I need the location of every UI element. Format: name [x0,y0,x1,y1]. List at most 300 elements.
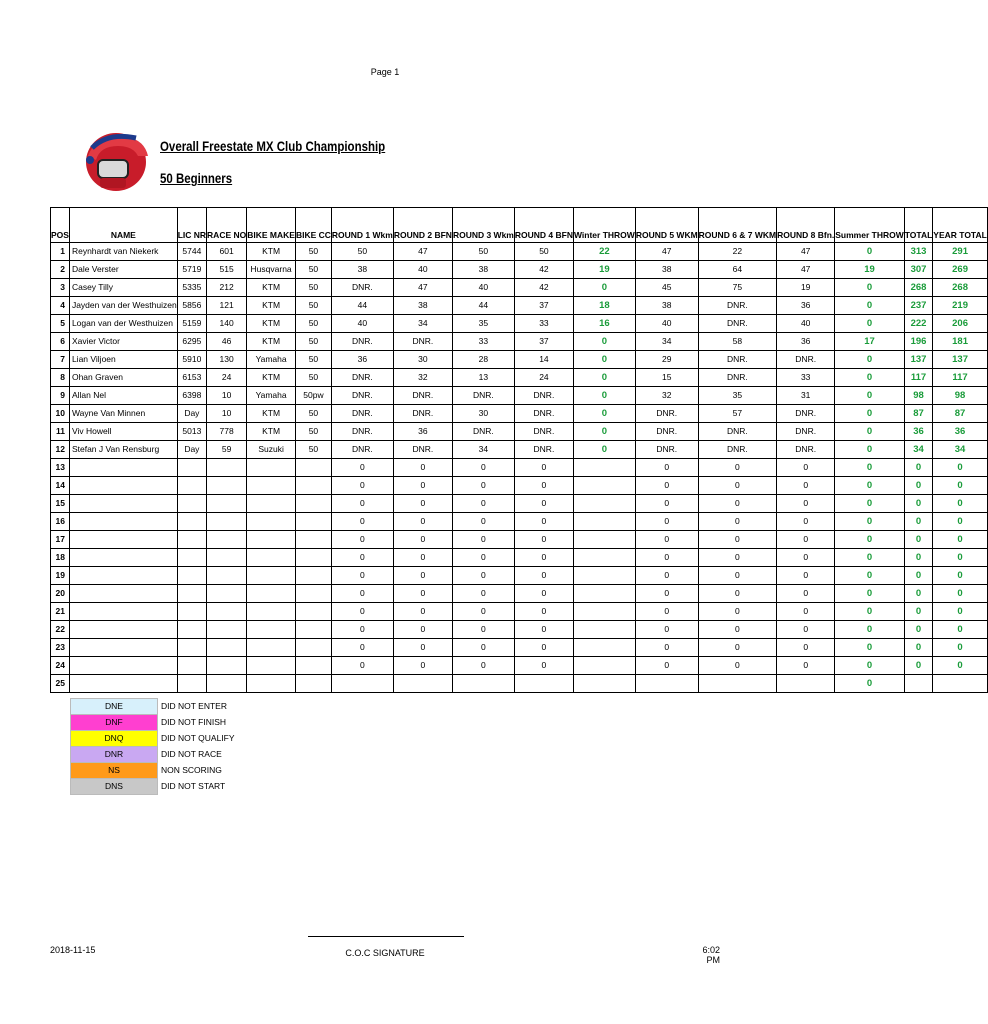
table-cell: 0 [393,567,452,585]
table-cell: 34 [904,441,933,459]
table-cell [247,459,296,477]
table-cell: 5856 [177,297,206,315]
table-cell: 0 [698,459,776,477]
table-cell: 0 [698,585,776,603]
table-cell: 50 [295,279,331,297]
results-table [50,207,988,693]
table-cell: 36 [777,297,835,315]
table-cell: 0 [514,603,573,621]
table-cell [247,513,296,531]
table-cell: 0 [635,621,698,639]
table-cell: 0 [698,531,776,549]
table-cell: 0 [698,549,776,567]
table-cell [295,603,331,621]
table-cell: 10 [207,405,247,423]
table-cell: 0 [635,513,698,531]
rider-name-cell: Jayden van der Westhuizen [69,297,177,315]
table-cell [573,495,635,513]
rider-name-cell: Lian Viljoen [69,351,177,369]
table-cell: 0 [933,513,988,531]
table-cell: 0 [835,369,904,387]
table-cell: 47 [777,261,835,279]
table-cell: 24 [207,369,247,387]
table-cell: KTM [247,279,296,297]
table-cell: 40 [393,261,452,279]
table-cell: 0 [452,639,514,657]
table-cell: 0 [933,531,988,549]
table-cell: 5719 [177,261,206,279]
table-cell [573,657,635,675]
table-cell [393,675,452,693]
table-cell: 34 [635,333,698,351]
position-cell: 22 [51,621,70,639]
table-cell: 0 [698,567,776,585]
column-header: BIKE MAKE [247,208,296,243]
table-cell: DNR. [698,369,776,387]
table-cell: DNR. [331,441,393,459]
position-cell: 13 [51,459,70,477]
table-cell [177,621,206,639]
table-cell: 5744 [177,243,206,261]
position-cell: 4 [51,297,70,315]
table-cell [207,477,247,495]
table-cell: 0 [933,621,988,639]
rider-name-cell [69,585,177,603]
table-row [51,603,988,621]
table-cell: 42 [514,279,573,297]
table-cell: DNR. [331,405,393,423]
position-cell: 7 [51,351,70,369]
table-cell: 0 [393,657,452,675]
table-cell: 117 [933,369,988,387]
table-cell [177,657,206,675]
table-cell: DNR. [393,387,452,405]
table-cell: 0 [331,621,393,639]
legend-description: DID NOT ENTER [161,701,227,711]
column-header: ROUND 5 WKM [635,208,698,243]
table-cell: 33 [514,315,573,333]
table-cell [207,603,247,621]
table-cell: 601 [207,243,247,261]
table-cell [573,639,635,657]
table-cell: 0 [904,639,933,657]
table-cell: 0 [835,657,904,675]
table-cell [247,549,296,567]
table-cell: 0 [933,639,988,657]
table-cell: 50pw [295,387,331,405]
table-row [51,441,988,459]
table-cell: 0 [835,315,904,333]
column-header: Summer THROW [835,208,904,243]
table-cell: 5013 [177,423,206,441]
table-cell: 268 [904,279,933,297]
table-cell: 0 [635,549,698,567]
table-cell: 0 [514,567,573,585]
table-cell: KTM [247,297,296,315]
table-row [51,531,988,549]
table-cell: 0 [573,387,635,405]
table-cell: 268 [933,279,988,297]
table-cell: DNR. [698,315,776,333]
table-row [51,387,988,405]
table-cell: 0 [835,459,904,477]
legend-item [71,763,282,779]
table-row [51,459,988,477]
table-row [51,423,988,441]
table-cell [331,675,393,693]
table-cell: 206 [933,315,988,333]
table-cell: 0 [933,567,988,585]
table-cell: DNR. [635,441,698,459]
position-cell: 23 [51,639,70,657]
table-cell [573,513,635,531]
table-cell: 0 [835,351,904,369]
table-cell: 0 [635,459,698,477]
table-cell: 0 [573,369,635,387]
signature-label: C.O.C SIGNATURE [345,948,425,958]
table-cell [207,459,247,477]
table-cell [247,531,296,549]
position-cell: 18 [51,549,70,567]
table-row [51,297,988,315]
table-cell: 0 [331,459,393,477]
position-cell: 21 [51,603,70,621]
table-cell [933,675,988,693]
table-cell: 50 [331,243,393,261]
column-header: BIKE CC [295,208,331,243]
table-cell: 5910 [177,351,206,369]
table-cell: DNR. [514,387,573,405]
legend-code: DNS [71,779,158,795]
table-cell: 0 [835,279,904,297]
table-cell: DNR. [514,405,573,423]
table-cell: 0 [904,567,933,585]
table-cell: DNR. [635,423,698,441]
position-cell: 1 [51,243,70,261]
table-cell: 13 [452,369,514,387]
table-cell: 36 [933,423,988,441]
table-cell [177,477,206,495]
table-cell [295,477,331,495]
table-cell: 0 [393,495,452,513]
table-cell: 87 [933,405,988,423]
table-cell: 0 [635,495,698,513]
rider-name-cell [69,657,177,675]
table-cell: 0 [835,441,904,459]
table-cell: 0 [514,495,573,513]
table-cell: 0 [904,513,933,531]
table-cell: 57 [698,405,776,423]
table-cell: 0 [393,585,452,603]
position-cell: 16 [51,513,70,531]
rider-name-cell: Viv Howell [69,423,177,441]
table-cell: 130 [207,351,247,369]
table-cell [177,459,206,477]
table-cell: 0 [573,333,635,351]
print-time: 6:02 PM [702,945,720,965]
table-cell: 0 [452,657,514,675]
table-cell: 0 [835,423,904,441]
table-cell [573,459,635,477]
table-cell [247,675,296,693]
table-cell: 0 [331,531,393,549]
table-cell [295,657,331,675]
position-cell: 9 [51,387,70,405]
table-cell: 0 [331,549,393,567]
table-cell: 0 [698,603,776,621]
table-cell [207,675,247,693]
table-cell: 47 [777,243,835,261]
table-cell: 0 [393,513,452,531]
table-cell: 36 [331,351,393,369]
table-cell: 121 [207,297,247,315]
table-cell: 0 [777,639,835,657]
table-cell: 0 [933,495,988,513]
table-cell: 0 [635,567,698,585]
table-cell: 0 [835,639,904,657]
table-row [51,639,988,657]
table-cell [573,549,635,567]
table-cell: DNR. [331,333,393,351]
column-header: POS [51,208,70,243]
table-cell: 0 [452,549,514,567]
table-cell: 38 [635,261,698,279]
header-row [51,208,988,243]
table-cell: 36 [904,423,933,441]
table-cell: 6398 [177,387,206,405]
table-cell: 6295 [177,333,206,351]
table-cell [295,549,331,567]
table-cell: 50 [295,243,331,261]
table-cell: 29 [635,351,698,369]
table-cell: 0 [393,639,452,657]
table-cell: 50 [295,405,331,423]
table-cell: 19 [777,279,835,297]
table-cell: 50 [295,315,331,333]
table-cell: 0 [452,531,514,549]
table-cell: 47 [393,279,452,297]
table-cell [177,549,206,567]
position-cell: 10 [51,405,70,423]
table-cell [777,675,835,693]
table-cell: 40 [635,315,698,333]
table-cell: 33 [452,333,514,351]
table-cell: DNR. [777,351,835,369]
column-header: ROUND 2 BFN [393,208,452,243]
table-cell: 0 [777,567,835,585]
table-cell [295,459,331,477]
table-cell: 0 [635,531,698,549]
position-cell: 3 [51,279,70,297]
table-cell: KTM [247,405,296,423]
table-cell: 0 [835,585,904,603]
table-cell: KTM [247,333,296,351]
table-row [51,351,988,369]
position-cell: 8 [51,369,70,387]
table-cell [573,531,635,549]
table-cell: 35 [452,315,514,333]
table-cell: DNR. [393,441,452,459]
rider-name-cell: Dale Verster [69,261,177,279]
table-cell: 0 [835,567,904,585]
table-cell [247,621,296,639]
table-cell: KTM [247,423,296,441]
table-cell: DNR. [777,423,835,441]
column-header: ROUND 3 Wkm [452,208,514,243]
table-row [51,315,988,333]
table-cell: 64 [698,261,776,279]
table-cell: 140 [207,315,247,333]
table-row [51,621,988,639]
table-cell: 0 [933,585,988,603]
legend-description: DID NOT START [161,781,226,791]
legend-description: DID NOT FINISH [161,717,227,727]
table-cell [247,603,296,621]
table-cell: 50 [295,423,331,441]
table-cell: 0 [514,477,573,495]
table-cell: 0 [904,495,933,513]
table-cell: 0 [514,459,573,477]
table-cell: 37 [514,297,573,315]
rider-name-cell: Casey Tilly [69,279,177,297]
table-cell: 38 [393,297,452,315]
table-cell [247,495,296,513]
table-cell: 269 [933,261,988,279]
table-row [51,657,988,675]
table-cell [207,549,247,567]
table-cell: 219 [933,297,988,315]
column-header: YEAR TOTAL [933,208,988,243]
table-cell [295,513,331,531]
table-cell: 0 [573,441,635,459]
table-cell: 0 [777,459,835,477]
table-cell: 6153 [177,369,206,387]
table-cell: 30 [452,405,514,423]
table-row [51,369,988,387]
table-cell [177,531,206,549]
table-cell: 0 [331,567,393,585]
table-cell: 44 [452,297,514,315]
table-row [51,513,988,531]
table-cell: 313 [904,243,933,261]
table-cell: DNR. [452,387,514,405]
table-row [51,567,988,585]
table-cell: 0 [835,675,904,693]
column-header: Winter THROW [573,208,635,243]
table-cell: 0 [698,639,776,657]
table-cell: DNR. [331,279,393,297]
table-cell [177,567,206,585]
table-row [51,549,988,567]
rider-name-cell: Ohan Graven [69,369,177,387]
table-cell: 0 [635,585,698,603]
table-cell: 0 [777,621,835,639]
rider-name-cell [69,495,177,513]
table-cell: 0 [904,477,933,495]
legend-code: DNQ [71,731,158,747]
table-cell: 50 [295,369,331,387]
table-cell [573,477,635,495]
table-cell: 47 [635,243,698,261]
table-cell [207,531,247,549]
table-cell: 0 [777,477,835,495]
table-cell: 0 [777,549,835,567]
rider-name-cell [69,459,177,477]
table-cell: 0 [331,477,393,495]
table-cell: 46 [207,333,247,351]
table-cell: 19 [835,261,904,279]
table-cell: 50 [295,351,331,369]
legend-description: DID NOT QUALIFY [161,733,235,743]
table-cell: DNR. [331,423,393,441]
table-cell [295,675,331,693]
table-cell: 16 [573,315,635,333]
rider-name-cell [69,603,177,621]
table-cell [573,621,635,639]
table-cell: 0 [904,657,933,675]
table-row [51,495,988,513]
table-cell: 0 [573,279,635,297]
table-cell: 19 [573,261,635,279]
table-cell: 50 [295,441,331,459]
table-cell: 0 [698,657,776,675]
table-cell: Day [177,405,206,423]
table-cell: 0 [331,513,393,531]
rider-name-cell [69,477,177,495]
table-cell: 44 [331,297,393,315]
table-cell: DNR. [635,405,698,423]
table-cell: DNR. [331,369,393,387]
table-cell: 0 [393,549,452,567]
table-cell: 30 [393,351,452,369]
table-cell: 117 [904,369,933,387]
table-cell: 0 [393,459,452,477]
table-cell: 50 [295,333,331,351]
rider-name-cell: Xavier Victor [69,333,177,351]
table-cell [207,495,247,513]
table-cell: 0 [452,603,514,621]
table-cell: 0 [904,531,933,549]
table-cell [698,675,776,693]
table-cell: DNR. [777,441,835,459]
table-cell [573,585,635,603]
table-cell: Husqvarna [247,261,296,279]
table-row [51,405,988,423]
position-cell: 12 [51,441,70,459]
table-cell: 778 [207,423,247,441]
table-row [51,261,988,279]
table-cell [295,621,331,639]
table-cell [207,513,247,531]
table-cell: 0 [698,477,776,495]
table-cell: 0 [835,297,904,315]
table-cell: 0 [514,513,573,531]
column-header: LIC NR [177,208,206,243]
table-cell [177,495,206,513]
table-cell [207,621,247,639]
table-cell: DNR. [514,423,573,441]
table-cell: 98 [904,387,933,405]
table-cell: 0 [331,603,393,621]
table-cell [295,495,331,513]
table-row [51,585,988,603]
table-cell: 0 [331,639,393,657]
table-cell: 98 [933,387,988,405]
table-cell: 0 [514,657,573,675]
table-cell: 10 [207,387,247,405]
table-cell: 5159 [177,315,206,333]
rider-name-cell [69,639,177,657]
